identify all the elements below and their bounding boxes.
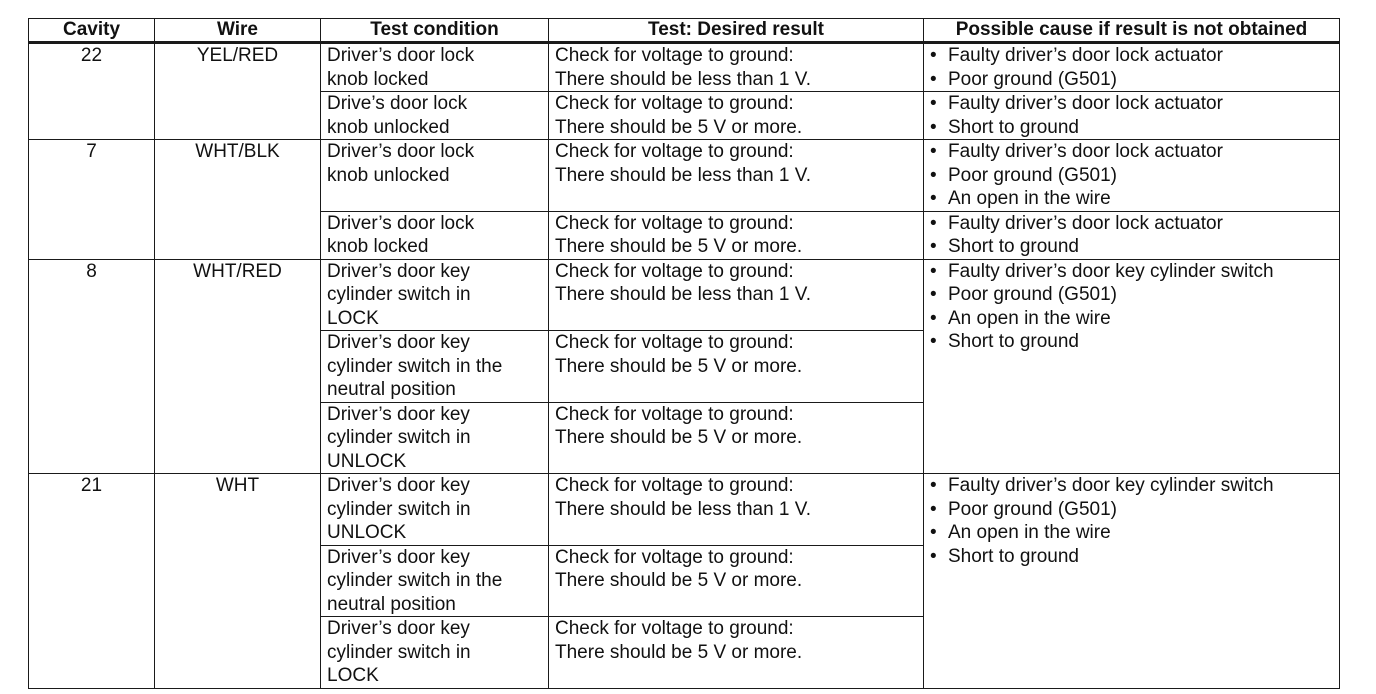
header-possible-cause: Possible cause if result is not obtained xyxy=(924,19,1340,43)
cavity-cell: 21 xyxy=(29,474,155,689)
table-body xyxy=(29,43,1340,689)
test-condition-cell xyxy=(321,140,549,212)
bullet-icon: • xyxy=(930,116,937,138)
text-line: There should be less than 1 V. xyxy=(555,68,811,90)
header-cavity: Cavity xyxy=(29,19,155,43)
text-line: cylinder switch in xyxy=(327,284,471,305)
test-condition-cell xyxy=(321,545,549,617)
text-line: cylinder switch in xyxy=(327,498,471,520)
cause-text: An open in the wire xyxy=(948,522,1111,543)
cause-item xyxy=(930,498,1333,522)
cause-item xyxy=(930,545,1333,569)
possible-cause-cell xyxy=(924,92,1340,140)
text-line: Check for voltage to ground: xyxy=(555,141,794,162)
cause-item xyxy=(930,521,1333,545)
cause-text: Faulty driver’s door key cylinder switch xyxy=(948,260,1274,282)
text-line: Driver’s door lock xyxy=(327,141,475,162)
desired-result-cell xyxy=(549,140,924,212)
text-line: cylinder switch in the xyxy=(327,355,503,377)
header-wire: Wire xyxy=(155,19,321,43)
cause-item xyxy=(930,116,1333,140)
bullet-icon: • xyxy=(930,141,937,162)
text-line: Driver’s door key xyxy=(327,618,470,639)
text-line: Driver’s door key xyxy=(327,332,470,353)
wire-cell: WHT/BLK xyxy=(155,140,321,260)
text-line: Driver’s door lock xyxy=(327,212,475,234)
text-line: LOCK xyxy=(327,665,379,686)
test-condition-cell xyxy=(321,617,549,689)
text-line: There should be less than 1 V. xyxy=(555,498,811,520)
text-line: Driver’s door key xyxy=(327,260,470,282)
text-line: Check for voltage to ground: xyxy=(555,93,794,114)
text-line: Driver’s door key xyxy=(327,546,470,568)
text-line: knob unlocked xyxy=(327,164,450,186)
header-row xyxy=(29,19,1340,43)
desired-result-cell xyxy=(549,211,924,259)
text-line: Check for voltage to ground: xyxy=(555,403,794,425)
cause-text: Poor ground (G501) xyxy=(948,498,1117,520)
cavity-cell: 22 xyxy=(29,43,155,140)
bullet-icon: • xyxy=(930,475,937,496)
cause-item xyxy=(930,187,1333,211)
bullet-icon: • xyxy=(930,68,937,90)
text-line: neutral position xyxy=(327,379,456,400)
header-test-condition: Test condition xyxy=(321,19,549,43)
text-line: There should be 5 V or more. xyxy=(555,116,803,138)
text-line: There should be 5 V or more. xyxy=(555,427,803,448)
text-line: UNLOCK xyxy=(327,450,407,472)
possible-cause-cell xyxy=(924,259,1340,474)
bullet-icon: • xyxy=(930,545,937,567)
cause-item xyxy=(930,260,1333,284)
text-line: cylinder switch in the xyxy=(327,570,503,591)
cause-text: Faulty driver’s door lock actuator xyxy=(948,212,1223,234)
text-line: LOCK xyxy=(327,307,379,329)
cause-text: Faulty driver’s door key cylinder switch xyxy=(948,475,1274,496)
cause-text: Poor ground (G501) xyxy=(948,68,1117,90)
cause-item xyxy=(930,212,1333,236)
text-line: neutral position xyxy=(327,593,456,615)
cause-item xyxy=(930,44,1333,68)
text-line: There should be 5 V or more. xyxy=(555,570,803,591)
table-row xyxy=(29,43,1340,92)
text-line: Check for voltage to ground: xyxy=(555,475,794,496)
bullet-icon: • xyxy=(930,522,937,543)
cause-item xyxy=(930,330,1333,354)
text-line: Check for voltage to ground: xyxy=(555,332,794,353)
test-condition-cell xyxy=(321,402,549,474)
desired-result-cell xyxy=(549,92,924,140)
text-line: Driver’s door key xyxy=(327,475,470,496)
text-line: knob unlocked xyxy=(327,116,450,138)
text-line: Check for voltage to ground: xyxy=(555,260,794,282)
bullet-icon: • xyxy=(930,331,937,352)
header-desired-result: Test: Desired result xyxy=(549,19,924,43)
table-row xyxy=(29,474,1340,546)
cause-item xyxy=(930,68,1333,92)
bullet-icon: • xyxy=(930,260,937,282)
desired-result-cell xyxy=(549,617,924,689)
cavity-cell: 8 xyxy=(29,259,155,474)
possible-cause-cell xyxy=(924,211,1340,259)
bullet-icon: • xyxy=(930,284,937,305)
text-line: cylinder switch in xyxy=(327,427,471,448)
cause-text: Faulty driver’s door lock actuator xyxy=(948,45,1223,66)
desired-result-cell xyxy=(549,43,924,92)
desired-result-cell xyxy=(549,259,924,331)
possible-cause-cell xyxy=(924,43,1340,92)
text-line: knob locked xyxy=(327,236,429,257)
cause-text: Poor ground (G501) xyxy=(948,164,1117,186)
cause-item xyxy=(930,235,1333,259)
cause-item xyxy=(930,92,1333,116)
table-row xyxy=(29,140,1340,212)
cause-text: Faulty driver’s door lock actuator xyxy=(948,141,1223,162)
wire-cell: WHT xyxy=(155,474,321,689)
text-line: Check for voltage to ground: xyxy=(555,212,794,234)
test-condition-cell xyxy=(321,43,549,92)
text-line: Driver’s door lock xyxy=(327,45,475,66)
bullet-icon: • xyxy=(930,498,937,520)
cause-text: An open in the wire xyxy=(948,307,1111,329)
text-line: Check for voltage to ground: xyxy=(555,618,794,639)
desired-result-cell xyxy=(549,474,924,546)
bullet-icon: • xyxy=(930,93,937,114)
cause-item xyxy=(930,307,1333,331)
test-condition-cell xyxy=(321,92,549,140)
text-line: UNLOCK xyxy=(327,522,407,543)
text-line: Drive’s door lock xyxy=(327,93,468,114)
possible-cause-cell xyxy=(924,140,1340,212)
cavity-cell: 7 xyxy=(29,140,155,260)
cause-item xyxy=(930,283,1333,307)
bullet-icon: • xyxy=(930,212,937,234)
bullet-icon: • xyxy=(930,236,937,257)
cause-text: Poor ground (G501) xyxy=(948,284,1117,305)
troubleshooting-table xyxy=(28,18,1340,689)
table-row xyxy=(29,259,1340,331)
cause-text: Faulty driver’s door lock actuator xyxy=(948,93,1223,114)
bullet-icon: • xyxy=(930,164,937,186)
cause-text: Short to ground xyxy=(948,116,1079,138)
possible-cause-cell xyxy=(924,474,1340,689)
cause-item xyxy=(930,474,1333,498)
text-line: cylinder switch in xyxy=(327,641,471,663)
text-line: knob locked xyxy=(327,68,429,90)
text-line: There should be less than 1 V. xyxy=(555,284,811,305)
cause-item xyxy=(930,140,1333,164)
test-condition-cell xyxy=(321,474,549,546)
bullet-icon: • xyxy=(930,307,937,329)
bullet-icon: • xyxy=(930,188,937,209)
text-line: Check for voltage to ground: xyxy=(555,45,794,66)
text-line: There should be 5 V or more. xyxy=(555,641,803,663)
cause-text: Short to ground xyxy=(948,545,1079,567)
text-line: Check for voltage to ground: xyxy=(555,546,794,568)
cause-text: An open in the wire xyxy=(948,188,1111,209)
wire-cell: WHT/RED xyxy=(155,259,321,474)
test-condition-cell xyxy=(321,331,549,403)
cause-text: Short to ground xyxy=(948,331,1079,352)
desired-result-cell xyxy=(549,402,924,474)
bullet-icon: • xyxy=(930,45,937,66)
desired-result-cell xyxy=(549,331,924,403)
desired-result-cell xyxy=(549,545,924,617)
text-line: There should be less than 1 V. xyxy=(555,164,811,186)
test-condition-cell xyxy=(321,211,549,259)
cause-item xyxy=(930,164,1333,188)
text-line: There should be 5 V or more. xyxy=(555,355,803,377)
text-line: Driver’s door key xyxy=(327,403,470,425)
test-condition-cell xyxy=(321,259,549,331)
text-line: There should be 5 V or more. xyxy=(555,236,803,257)
wire-cell: YEL/RED xyxy=(155,43,321,140)
cause-text: Short to ground xyxy=(948,236,1079,257)
